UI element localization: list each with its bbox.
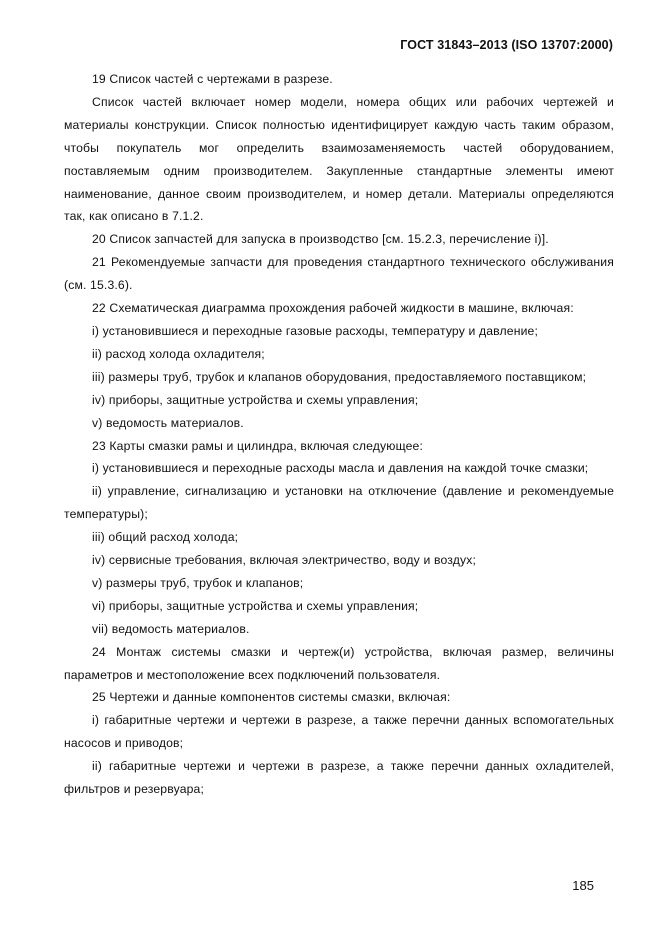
- list-item-23-i: i) установившиеся и переходные расходы масла и давления на каждой точке смазки;: [92, 461, 589, 476]
- paragraph-item-21: 21 Рекомендуемые запчасти для проведения стандартного технического обслуживания (см. 15.3.6).: [64, 255, 614, 293]
- list-item-23-vi: vi) приборы, защитные устройства и схемы управления;: [92, 598, 419, 613]
- document-body: [64, 68, 614, 801]
- list-item-22-ii: ii) расход холода охладителя;: [92, 346, 265, 361]
- paragraph-item-25: 25 Чертежи и данные компонентов системы смазки, включая:: [92, 690, 451, 705]
- paragraph-item-23: 23 Карты смазки рамы и цилиндра, включая следующее:: [92, 438, 424, 453]
- paragraph-item-24: 24 Монтаж системы смазки и чертеж(и) устройства, включая размер, величины параметров и местоположение всех подключений пользователя.: [64, 644, 614, 682]
- list-item-23-iv: iv) сервисные требования, включая электричество, воду и воздух;: [92, 553, 476, 568]
- list-item-22-iv: iv) приборы, защитные устройства и схемы управления;: [92, 392, 419, 407]
- paragraph-item-19: 19 Список частей с чертежами в разрезе.: [92, 72, 333, 86]
- standard-header: ГОСТ 31843–2013 (ISO 13707:2000): [400, 38, 613, 52]
- list-item-22-iii: iii) размеры труб, трубок и клапанов оборудования, предоставляемого поставщиком;: [92, 369, 587, 384]
- list-item-25-i: i) габаритные чертежи и чертежи в разрезе, а также перечни данных вспомогательных насосов и приводов;: [64, 713, 614, 751]
- list-item-25-ii: ii) габаритные чертежи и чертежи в разрезе, а также перечни данных охладителей, фильтров и резервуара;: [64, 759, 614, 797]
- paragraph-parts-list-description: Список частей включает номер модели, номера общих или рабочих чертежей и материалы конструкции. Список полностью идентифицирует каждую часть таким образом, чтобы покупатель мог определить взаимозаменяемость частей оборудованием, поставляемым одним производителем. Закупленные стандартные элементы имеют наименование, данное своим производителем, и номер детали. Материалы определяются так, как описано в 7.1.2.: [64, 94, 614, 224]
- paragraph-item-20: 20 Список запчастей для запуска в производство [см. 15.2.3, перечисление i)].: [92, 232, 549, 247]
- paragraph-item-22: 22 Схематическая диаграмма прохождения рабочей жидкости в машине, включая:: [92, 301, 574, 316]
- list-item-23-vii: vii) ведомость материалов.: [92, 621, 250, 636]
- list-item-22-i: i) установившиеся и переходные газовые расходы, температуру и давление;: [92, 323, 539, 338]
- list-item-23-iii: iii) общий расход холода;: [92, 530, 239, 545]
- list-item-23-ii: ii) управление, сигнализацию и установки на отключение (давление и рекомендуемые температуры);: [64, 484, 614, 522]
- list-item-23-v: v) размеры труб, трубок и клапанов;: [92, 575, 304, 590]
- page-number: 185: [572, 878, 594, 893]
- list-item-22-v: v) ведомость материалов.: [92, 415, 244, 430]
